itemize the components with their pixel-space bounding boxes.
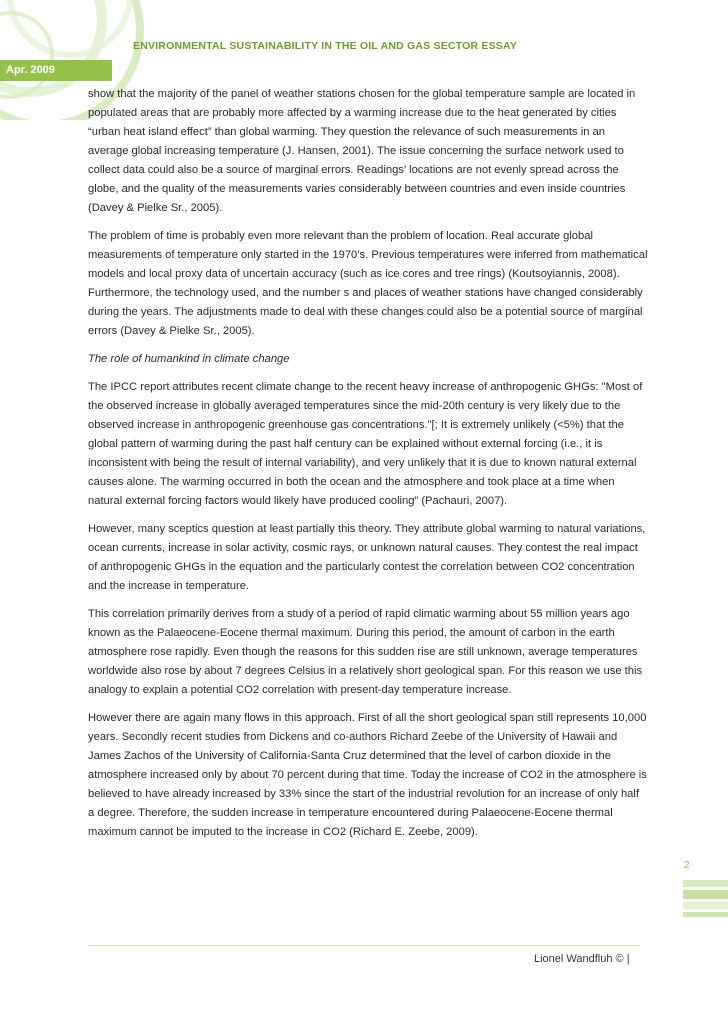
side-bars-decoration — [683, 880, 728, 940]
body-paragraph: show that the majority of the panel of weather stations chosen for the global temperature sample are located in populated areas that are probably more affected by a warming increase due to the heat generated by cities “urban heat island effect” than global warming. They question the relevance of such measurements in an average global increasing temperature (J. Hansen, 2001). The issue concerning the surface network used to collect data could also be a source of marginal errors. Readings’ locations are not evenly spread across the globe, and the quality of the measurements varies considerably between countries and even inside countries (Davey & Pielke Sr., 2005). — [88, 88, 636, 214]
date-badge: Apr. 2009 — [0, 60, 112, 81]
body-paragraph: This correlation primarily derives from a study of a period of rapid climatic warming about 55 million years ago known as the Palaeocene-Eocene thermal maximum. During this period, the amount of carbon in the earth atmosphere rose rapidly. Even though the reasons for this sudden rise are still unknown, average temperatures worldwide also rose by about 7 degrees Celsius in a relatively short geological span. For this reason we use this analogy to explain a potential CO2 correlation with present-day temperature increase. — [88, 608, 643, 696]
footer-author: Lionel Wandfluh © | — [534, 953, 630, 965]
section-heading: The role of humankind in climate change — [88, 353, 290, 365]
document-body — [88, 85, 648, 851]
body-paragraph: The IPCC report attributes recent climate change to the recent heavy increase of anthropogenic GHGs: "Most of the observed increase in globally averaged temperatures since the mid-20th century is very likely due to the observed increase in anthropogenic greenhouse gas concentrations."[; It is extremely unlikely (<5%) that the global pattern of warming during the past half century can be explained without external forcing (i.e., it is inconsistent with being the result of internal variability), and very unlikely that it is due to known natural external causes alone. The warming occurred in both the ocean and the atmosphere and took place at a time when natural external forcing factors would likely have produced cooling” (Pachauri, 2007). — [88, 381, 643, 507]
body-paragraph: However there are again many flows in this approach. First of all the short geological span still represents 10,000 years. Secondly recent studies from Dickens and co-authors Richard Zeebe of the University of Hawaii and James Zachos of the University of California-Santa Cruz determined that the level of carbon dioxide in the atmosphere increased only by about 70 percent during that time. Today the increase of CO2 in the atmosphere is believed to have already increased by 33% since the start of the industrial revolution for an increase of only half a degree. Therefore, the sudden increase in temperature encountered during Palaeocene-Eocene thermal maximum cannot be imputed to the increase in CO2 (Richard E. Zeebe, 2009). — [88, 712, 647, 838]
page-number: 2 — [684, 860, 690, 871]
body-paragraph: The problem of time is probably even more relevant than the problem of location. Real accurate global measurements of temperature only started in the 1970’s. Previous temperatures were inferred from mathematical models and local proxy data of uncertain accuracy (such as ice cores and tree rings) (Koutsoyiannis, 2008). Furthermore, the technology used, and the number s and places of weather stations have changed considerably during the years. The adjustments made to deal with these changes could also be a potential source of marginal errors (Davey & Pielke Sr., 2005). — [88, 230, 648, 337]
document-title: ENVIRONMENTAL SUSTAINABILITY IN THE OIL AND GAS SECTOR ESSAY — [133, 40, 518, 52]
body-paragraph: However, many sceptics question at least partially this theory. They attribute global warming to natural variations, ocean currents, increase in solar activity, cosmic rays, or unknown natural causes. They contest the real impact of anthropogenic GHGs in the equation and the particularly contest the correlation between CO2 concentration and the increase in temperature. — [88, 523, 646, 592]
footer-rule — [88, 945, 640, 946]
